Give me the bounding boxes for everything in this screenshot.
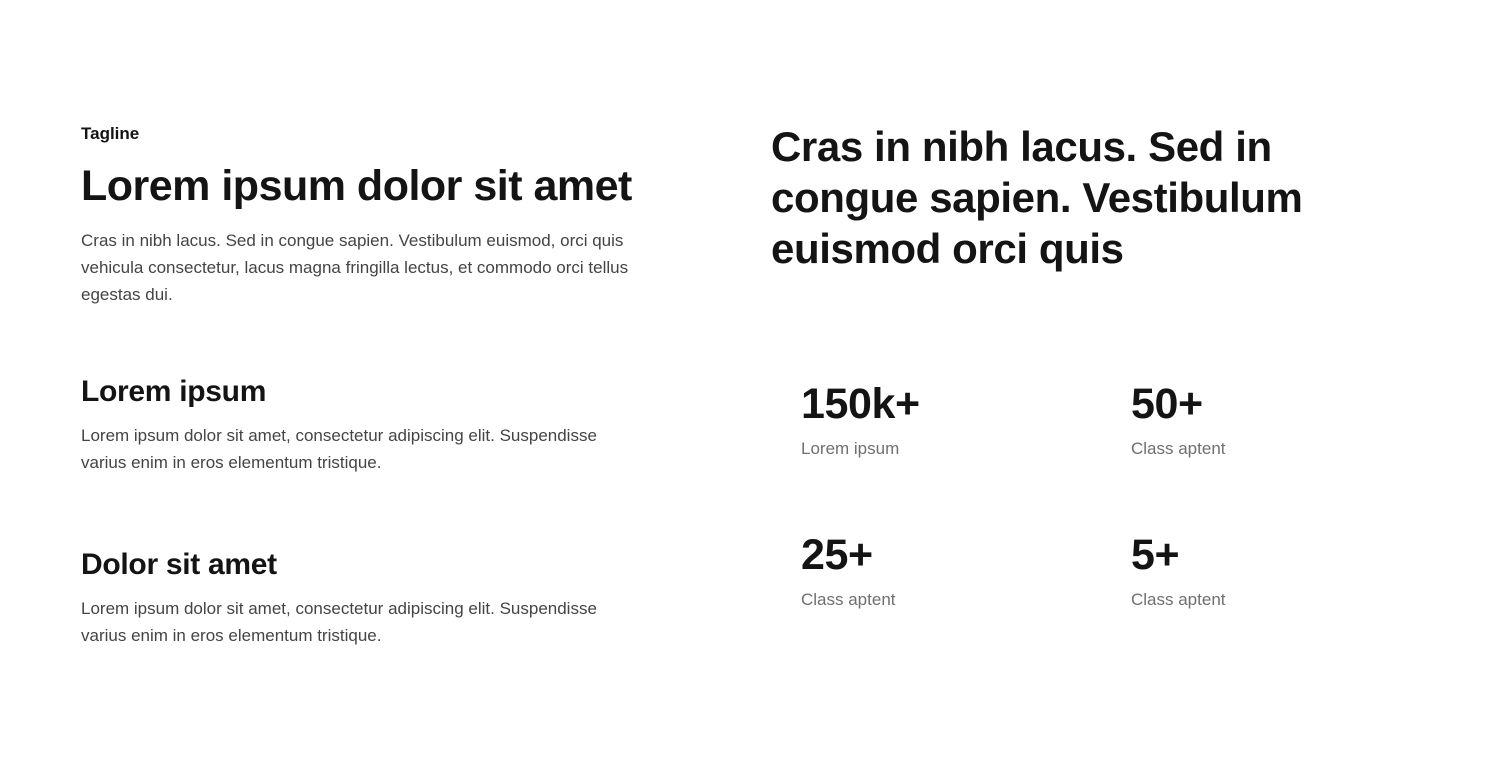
stat-label: Class aptent [1131,439,1226,458]
stat-label: Class aptent [1131,590,1226,609]
stat-label: Lorem ipsum [801,439,900,458]
feature-title: Dolor sit amet [81,548,277,581]
feature-description: Lorem ipsum dolor sit amet, consectetur adipiscing elit. Suspendisse varius enim in eros elementum tristique. [81,426,597,472]
stat-item [801,379,1081,460]
feature-title: Lorem ipsum [81,375,267,408]
stat-label: Class aptent [801,590,896,609]
feature-item [81,374,601,476]
stat-value: 150k+ [801,380,920,428]
stat-value: 50+ [1131,380,1203,428]
feature-description: Lorem ipsum dolor sit amet, consectetur adipiscing elit. Suspendisse varius enim in eros elementum tristique. [81,599,597,645]
stat-value: 25+ [801,531,873,579]
tagline: Tagline [81,124,140,143]
stat-item [1131,530,1411,611]
page-title: Lorem ipsum dolor sit amet [81,162,632,210]
feature-item [81,547,601,649]
stat-value: 5+ [1131,531,1180,579]
intro-text: Cras in nibh lacus. Sed in congue sapien. Vestibulum euismod, orci quis vehicula consectetur, lacus magna fringilla lectus, et commodo orci tellus egestas dui. [81,231,629,304]
statement-heading: Cras in nibh lacus. Sed in congue sapien. Vestibulum euismod orci quis [771,123,1303,272]
stat-item [801,530,1081,611]
stat-item [1131,379,1411,460]
